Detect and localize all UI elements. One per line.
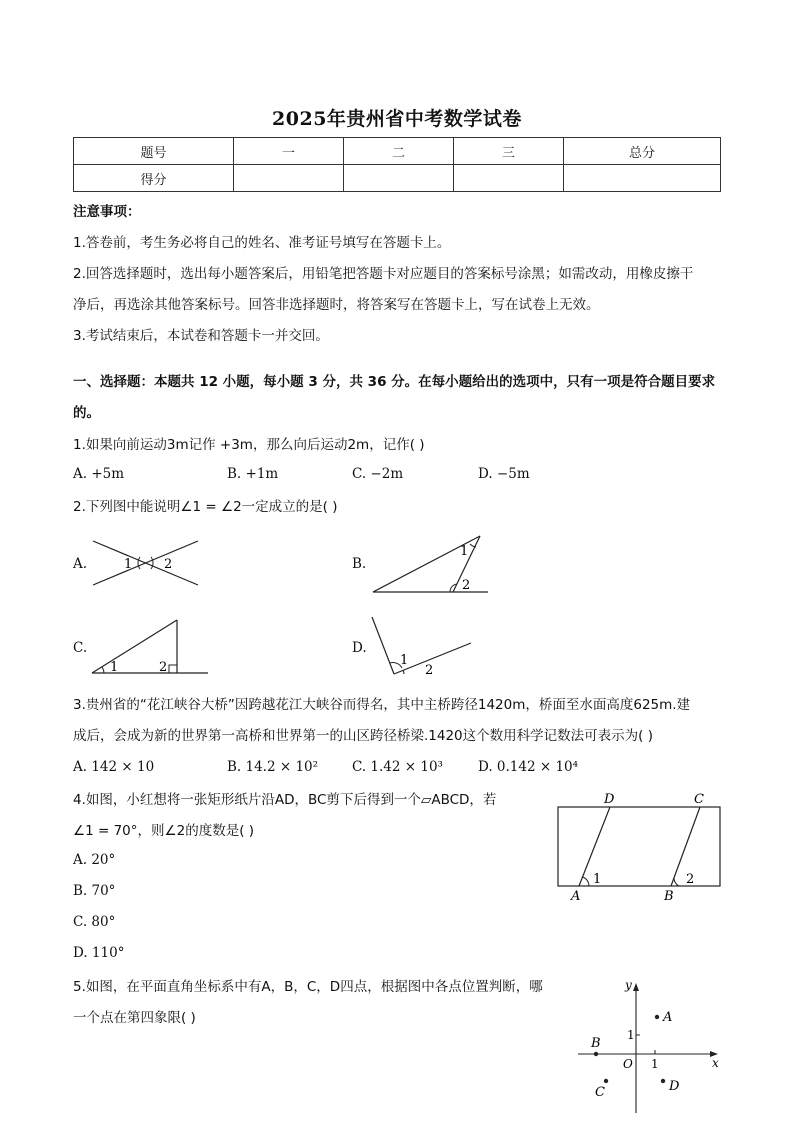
vertex-d-label: D	[604, 792, 615, 807]
score-cell[interactable]	[454, 165, 564, 192]
score-cell[interactable]	[234, 165, 344, 192]
q2-option-c[interactable]: C.	[73, 640, 88, 656]
point-b-label: B	[591, 1036, 601, 1051]
score-table-score-row	[74, 165, 721, 192]
q1-option-a[interactable]: A. +5m	[73, 466, 125, 482]
question-4-stem-cont: ∠1 = 70°，则∠2的度数是( )	[73, 823, 255, 839]
angle-2-label: 2	[159, 660, 168, 675]
question-2-stem: 2.下列图中能说明∠1 = ∠2一定成立的是( )	[73, 499, 338, 515]
q1-option-b[interactable]: B. +1m	[227, 466, 279, 482]
point-a	[655, 1015, 659, 1019]
point-b	[594, 1052, 598, 1056]
q4-option-d[interactable]: D. 110°	[73, 945, 125, 961]
vertex-c-label: C	[694, 792, 704, 807]
q3-option-c[interactable]: C. 1.42 × 10³	[352, 759, 443, 775]
q2-option-d[interactable]: D.	[352, 640, 367, 656]
angle-1-label: 1	[400, 653, 409, 668]
angle-1-label: 1	[110, 660, 119, 675]
q1-option-c[interactable]: C. −2m	[352, 466, 404, 482]
score-header-cell: 二	[344, 138, 454, 165]
q2-option-b[interactable]: B.	[352, 556, 367, 572]
question-5-stem: 5.如图，在平面直角坐标系中有A，B，C，D四点，根据图中各点位置判断，哪	[73, 979, 543, 995]
score-cell[interactable]	[344, 165, 454, 192]
notice-item: 1.答卷前，考生务必将自己的姓名、准考证号填写在答题卡上。	[73, 235, 451, 251]
point-c	[604, 1079, 608, 1083]
notice-item: 3.考试结束后，本试卷和答题卡一并交回。	[73, 328, 329, 344]
point-d-label: D	[669, 1079, 680, 1094]
score-header-cell: 总分	[564, 138, 721, 165]
q5-coordinate-figure	[572, 975, 727, 1115]
score-header-cell: 三	[454, 138, 564, 165]
question-5-stem-cont: 一个点在第四象限( )	[73, 1010, 196, 1026]
q2-figure-a	[88, 533, 208, 593]
q4-option-c[interactable]: C. 80°	[73, 914, 116, 930]
x-axis-label: x	[712, 1056, 719, 1070]
point-c-label: C	[595, 1085, 605, 1100]
notice-item: 2.回答选择题时，选出每小题答案后，用铅笔把答题卡对应题目的答案标号涂黑；如需改动，用橡皮擦干	[73, 266, 694, 282]
question-1-stem: 1.如果向前运动3m记作 +3m，那么向后运动2m，记作( )	[73, 437, 425, 453]
origin-label: O	[623, 1057, 633, 1071]
notice-item: 净后，再选涂其他答案标号。回答非选择题时，将答案写在答题卡上，写在试卷上无效。	[73, 297, 600, 313]
q2-figure-d	[368, 614, 478, 678]
y-tick-1-label: 1	[627, 1028, 635, 1042]
x-tick-1-label: 1	[651, 1057, 659, 1071]
question-3-stem-cont: 成后，会成为新的世界第一高桥和世界第一的山区跨径桥梁.1420这个数用科学记数法可表示为( )	[73, 728, 653, 744]
q2-figure-b	[368, 530, 493, 596]
angle-2-label: 2	[686, 872, 695, 887]
angle-1-label: 1	[124, 557, 133, 572]
section-heading: 一、选择题：本题共 12 小题，每小题 3 分，共 36 分。在每小题给出的选项中，只有一项是符合题目要求	[73, 374, 716, 390]
angle-2-label: 2	[425, 663, 434, 678]
angle-1-label: 1	[593, 872, 602, 887]
score-row-label: 得分	[74, 165, 234, 192]
vertex-a-label: A	[571, 889, 581, 904]
y-axis-label: y	[625, 978, 632, 992]
q4-option-b[interactable]: B. 70°	[73, 883, 116, 899]
q2-option-a[interactable]: A.	[73, 556, 88, 572]
q3-option-d[interactable]: D. 0.142 × 10⁴	[478, 759, 579, 775]
q4-parallelogram-figure	[552, 788, 727, 906]
q3-option-a[interactable]: A. 142 × 10	[73, 759, 155, 775]
score-table	[73, 137, 721, 192]
question-4-stem: 4.如图，小红想将一张矩形纸片沿AD，BC剪下后得到一个▱ABCD，若	[73, 792, 497, 808]
point-a-label: A	[663, 1010, 673, 1025]
notice-heading: 注意事项：	[73, 204, 141, 220]
score-header-cell: 一	[234, 138, 344, 165]
angle-1-label: 1	[460, 544, 469, 559]
angle-2-label: 2	[462, 578, 471, 593]
q1-option-d[interactable]: D. −5m	[478, 466, 530, 482]
q2-figure-c	[88, 616, 213, 678]
point-d	[661, 1079, 665, 1083]
score-cell[interactable]	[564, 165, 721, 192]
score-header-cell: 题号	[74, 138, 234, 165]
score-table-header-row	[74, 138, 721, 165]
vertex-b-label: B	[664, 889, 674, 904]
q3-option-b[interactable]: B. 14.2 × 10²	[227, 759, 319, 775]
question-3-stem: 3.贵州省的“花江峡谷大桥”因跨越花江大峡谷而得名，其中主桥跨径1420m，桥面至水面高度625m.建	[73, 697, 691, 713]
q4-option-a[interactable]: A. 20°	[73, 852, 116, 868]
angle-2-label: 2	[164, 557, 173, 572]
section-heading-cont: 的。	[73, 405, 100, 421]
page-title: 2025年贵州省中考数学试卷	[272, 108, 522, 130]
